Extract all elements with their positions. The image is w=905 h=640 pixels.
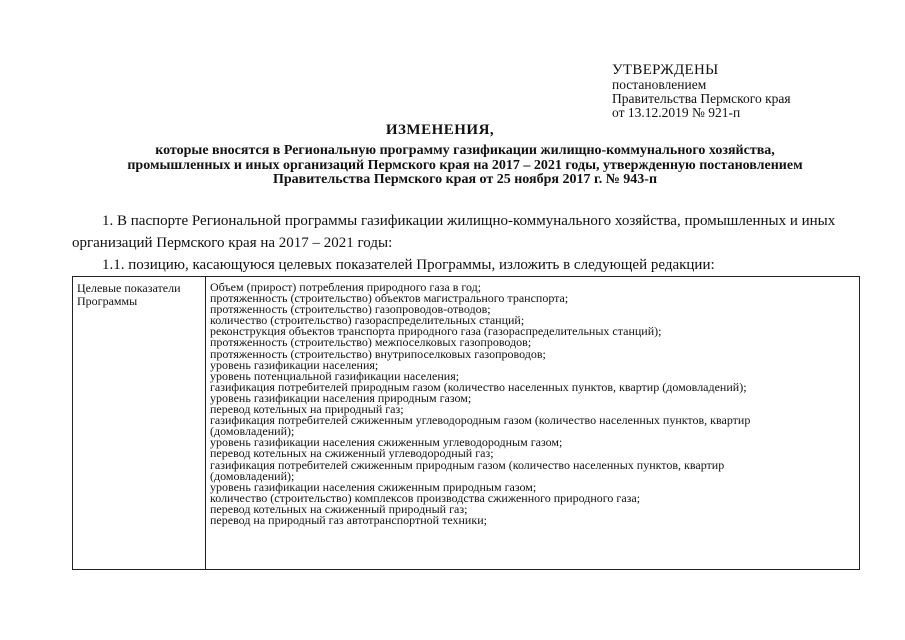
- target-indicator-item: газификация потребителей сжиженным природным газом (количество населенных пунктов, квартир: [210, 457, 725, 472]
- table-right-cell: [210, 282, 858, 526]
- targets-table: [72, 276, 860, 570]
- target-indicator-item: протяженность (строительство) межпоселковых газопроводов;: [210, 335, 532, 350]
- target-indicator-item: уровень газификации населения сжиженным природным газом;: [210, 479, 537, 494]
- target-indicator-item: количество (строительство) комплексов производства сжиженного природного газа;: [210, 490, 641, 505]
- document-heading: ИЗМЕНЕНИЯ,: [385, 122, 495, 138]
- target-indicator-item: перевод котельных на сжиженный углеводородный газ;: [210, 446, 494, 461]
- target-indicator-item: уровень газификации населения природным газом;: [210, 390, 472, 405]
- subheading-line: которые вносятся в Региональную программу газификации жилищно-коммунального хозяйства,: [155, 143, 775, 158]
- approval-stamp: [612, 62, 872, 120]
- paragraph-1-line-1: 1. В паспорте Региональной программы газификации жилищно-коммунального хозяйства, промышленных и иных: [102, 213, 836, 229]
- target-indicator-item: (домовладений);: [210, 424, 295, 439]
- left-cell-line: Программы: [77, 294, 138, 308]
- left-cell-line: Целевые показатели: [77, 281, 181, 295]
- target-indicator-item: Объем (прирост) потребления природного газа в год;: [210, 280, 482, 294]
- table-left-cell: [77, 282, 203, 308]
- target-indicator-item: уровень газификации населения сжиженным углеводородным газом;: [210, 435, 563, 450]
- target-indicator-item: протяженность (строительство) газопроводов-отводов;: [210, 302, 491, 317]
- target-indicator-item: перевод котельных на сжиженный природный газ;: [210, 501, 468, 516]
- target-indicator-item: газификация потребителей сжиженным углеводородным газом (количество населенных пунктов, квартир: [210, 413, 751, 428]
- target-indicator-item: перевод на природный газ автотранспортной техники;: [210, 512, 487, 527]
- approval-line: от 13.12.2019 № 921-п: [612, 105, 741, 120]
- approval-title: УТВЕРЖДЕНЫ: [612, 62, 719, 78]
- paragraph-1-1: 1.1. позицию, касающуюся целевых показателей Программы, изложить в следующей редакции:: [102, 257, 715, 273]
- target-indicator-item: протяженность (строительство) объектов магистрального транспорта;: [210, 291, 569, 306]
- target-indicator-item: протяженность (строительство) внутрипоселковых газопроводов;: [210, 346, 546, 361]
- approval-line: Правительства Пермского края: [612, 91, 791, 106]
- document-subheading: [70, 144, 860, 188]
- approval-line: постановлением: [612, 77, 707, 92]
- table-column-divider: [205, 277, 206, 569]
- target-indicator-item: количество (строительство) газораспределительных станций;: [210, 313, 525, 328]
- target-indicator-item: уровень потенциальной газификации населения;: [210, 368, 460, 383]
- target-indicator-item: реконструкция объектов транспорта природного газа (газораспределительных станций);: [210, 324, 662, 339]
- subheading-line: Правительства Пермского края от 25 ноября 2017 г. № 943-п: [272, 172, 658, 187]
- target-indicator-item: (домовладений);: [210, 468, 295, 483]
- target-indicator-item: газификация потребителей природным газом (количество населенных пунктов, квартир (домовладений);: [210, 379, 747, 394]
- subheading-line: промышленных и иных организаций Пермского края на 2017 – 2021 годы, утвержденную постановлением: [127, 157, 803, 173]
- target-indicator-item: уровень газификации населения;: [210, 357, 379, 372]
- target-indicator-item: перевод котельных на природный газ;: [210, 402, 404, 417]
- paragraph-1-line-2: организаций Пермского края на 2017 – 2021 годы:: [72, 235, 393, 251]
